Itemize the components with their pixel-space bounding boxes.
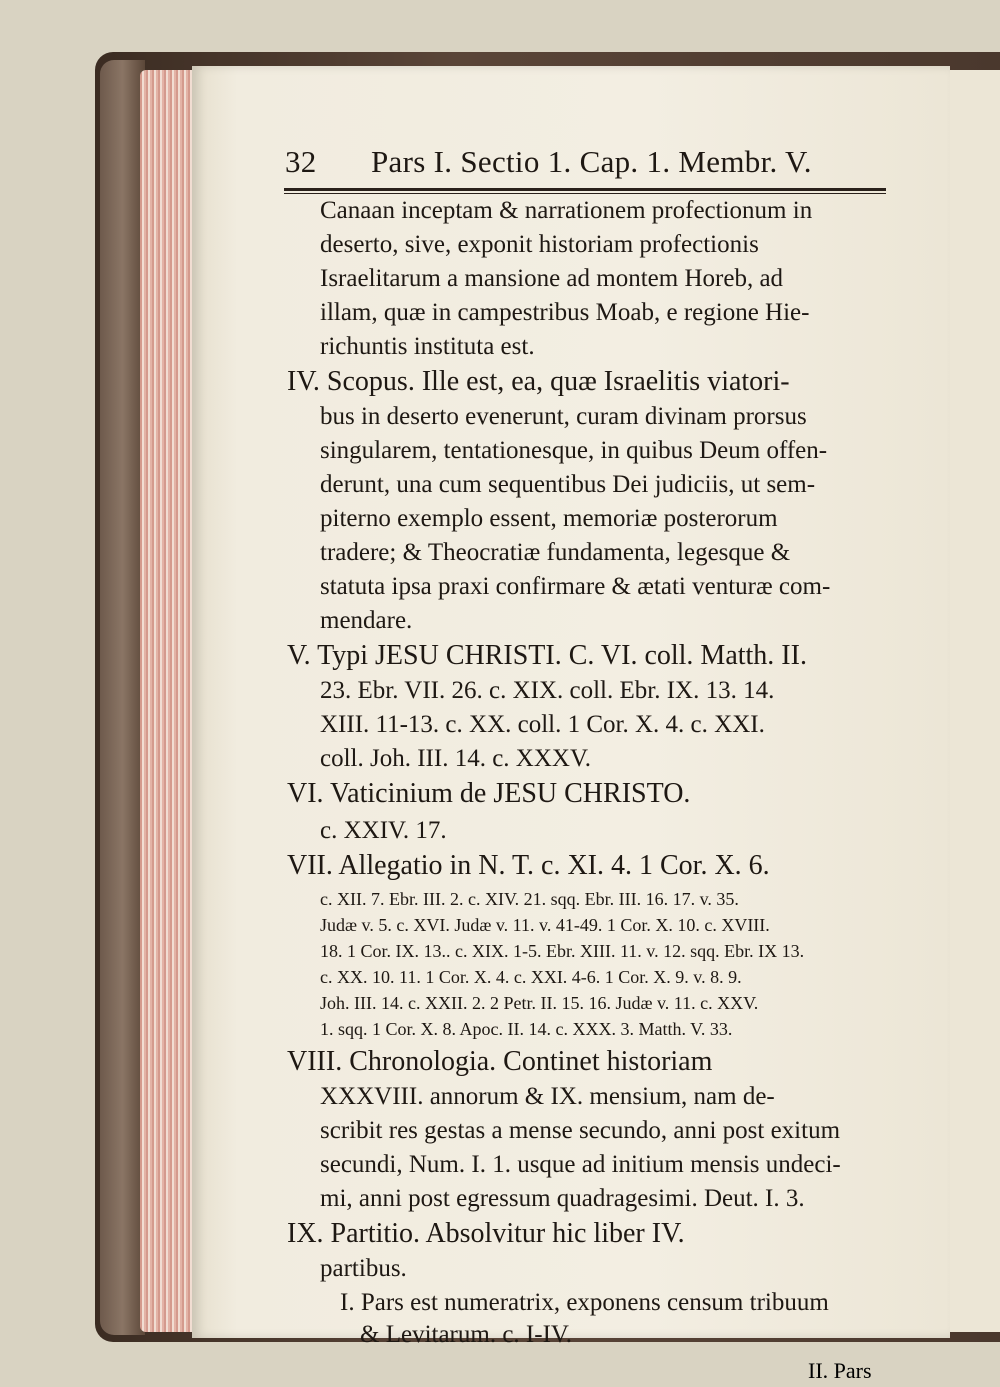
running-title: Pars I. Sectio 1. Cap. 1. Membr. V. bbox=[371, 144, 812, 179]
text-line: Israelitarum a mansione ad montem Horeb, ad bbox=[320, 265, 784, 292]
section-heading-allegatio: VII. Allegatio in N. T. c. XI. 4. 1 Cor. X. 6. bbox=[287, 850, 770, 881]
reference-line: Judæ v. 5. c. XVI. Judæ v. 11. v. 41-49. 1 Cor. X. 10. c. XVIII. bbox=[320, 915, 770, 935]
text-line: piterno exemplo essent, memoriæ posterorum bbox=[320, 505, 778, 532]
reference-line: Joh. III. 14. c. XXII. 2. 2 Petr. II. 15. 16. Judæ v. 11. c. XXV. bbox=[320, 993, 759, 1013]
text-line: XIII. 11-13. c. XX. coll. 1 Cor. X. 4. c. XXI. bbox=[320, 711, 765, 738]
header-rule bbox=[284, 188, 886, 191]
text-line: singularem, tentationesque, in quibus Deum offen- bbox=[320, 437, 828, 464]
section-heading-partitio: IX. Partitio. Absolvitur hic liber IV. bbox=[287, 1218, 685, 1249]
section-heading-vaticinium: VI. Vaticinium de JESU CHRISTO. bbox=[287, 778, 691, 809]
text-line: I. Pars est numeratrix, exponens censum tribuum bbox=[340, 1289, 829, 1316]
reference-line: 1. sqq. 1 Cor. X. 8. Apoc. II. 14. c. XXX. 3. Matth. V. 33. bbox=[320, 1019, 733, 1039]
catchword: II. Pars bbox=[808, 1358, 872, 1383]
page-number: 32 bbox=[285, 144, 317, 179]
text-line: secundi, Num. I. 1. usque ad initium mensis undeci- bbox=[320, 1151, 841, 1178]
text-line: mendare. bbox=[320, 607, 413, 634]
text-line: statuta ipsa praxi confirmare & ætati venturæ com- bbox=[320, 573, 831, 600]
text-line: Canaan inceptam & narrationem profectionum in bbox=[320, 197, 813, 224]
text-line: c. XXIV. 17. bbox=[320, 817, 447, 844]
text-line: 23. Ebr. VII. 26. c. XIX. coll. Ebr. IX. 13. 14. bbox=[320, 677, 775, 704]
text-line: mi, anni post egressum quadragesimi. Deut. I. 3. bbox=[320, 1185, 805, 1212]
text-line: deserto, sive, exponit historiam profectionis bbox=[320, 231, 759, 258]
book-spine-edge bbox=[100, 60, 145, 1335]
text-line: illam, quæ in campestribus Moab, e regione Hie- bbox=[320, 299, 810, 326]
text-line: derunt, una cum sequentibus Dei judiciis, ut sem- bbox=[320, 471, 816, 498]
text-line: richuntis instituta est. bbox=[320, 333, 535, 360]
text-line: partibus. bbox=[320, 1255, 407, 1282]
header-rule-thin bbox=[284, 193, 886, 194]
section-heading-typi: V. Typi JESU CHRISTI. C. VI. coll. Matth. II. bbox=[287, 640, 807, 671]
text-line: coll. Joh. III. 14. c. XXXV. bbox=[320, 745, 592, 772]
text-line: tradere; & Theocratiæ fundamenta, legesque & bbox=[320, 539, 791, 566]
reference-line: c. XII. 7. Ebr. III. 2. c. XIV. 21. sqq. Ebr. III. 16. 17. v. 35. bbox=[320, 889, 739, 909]
section-heading-scopus: IV. Scopus. Ille est, ea, quæ Israelitis viatori- bbox=[287, 366, 790, 397]
section-heading-chronologia: VIII. Chronologia. Continet historiam bbox=[287, 1046, 713, 1077]
reference-line: c. XX. 10. 11. 1 Cor. X. 4. c. XXI. 4-6. 1 Cor. X. 9. v. 8. 9. bbox=[320, 967, 742, 987]
running-header bbox=[285, 138, 885, 184]
text-line: & Levitarum. c. I-IV. bbox=[360, 1321, 572, 1348]
reference-line: 18. 1 Cor. IX. 13.. c. XIX. 1-5. Ebr. XIII. 11. v. 12. sqq. Ebr. IX 13. bbox=[320, 941, 805, 961]
text-line: scribit res gestas a mense secundo, anni post exitum bbox=[320, 1117, 841, 1144]
facing-page bbox=[945, 70, 1000, 1332]
text-line: bus in deserto evenerunt, curam divinam prorsus bbox=[320, 403, 807, 430]
page-edges bbox=[140, 70, 200, 1332]
text-line: XXXVIII. annorum & IX. mensium, nam de- bbox=[320, 1083, 775, 1110]
